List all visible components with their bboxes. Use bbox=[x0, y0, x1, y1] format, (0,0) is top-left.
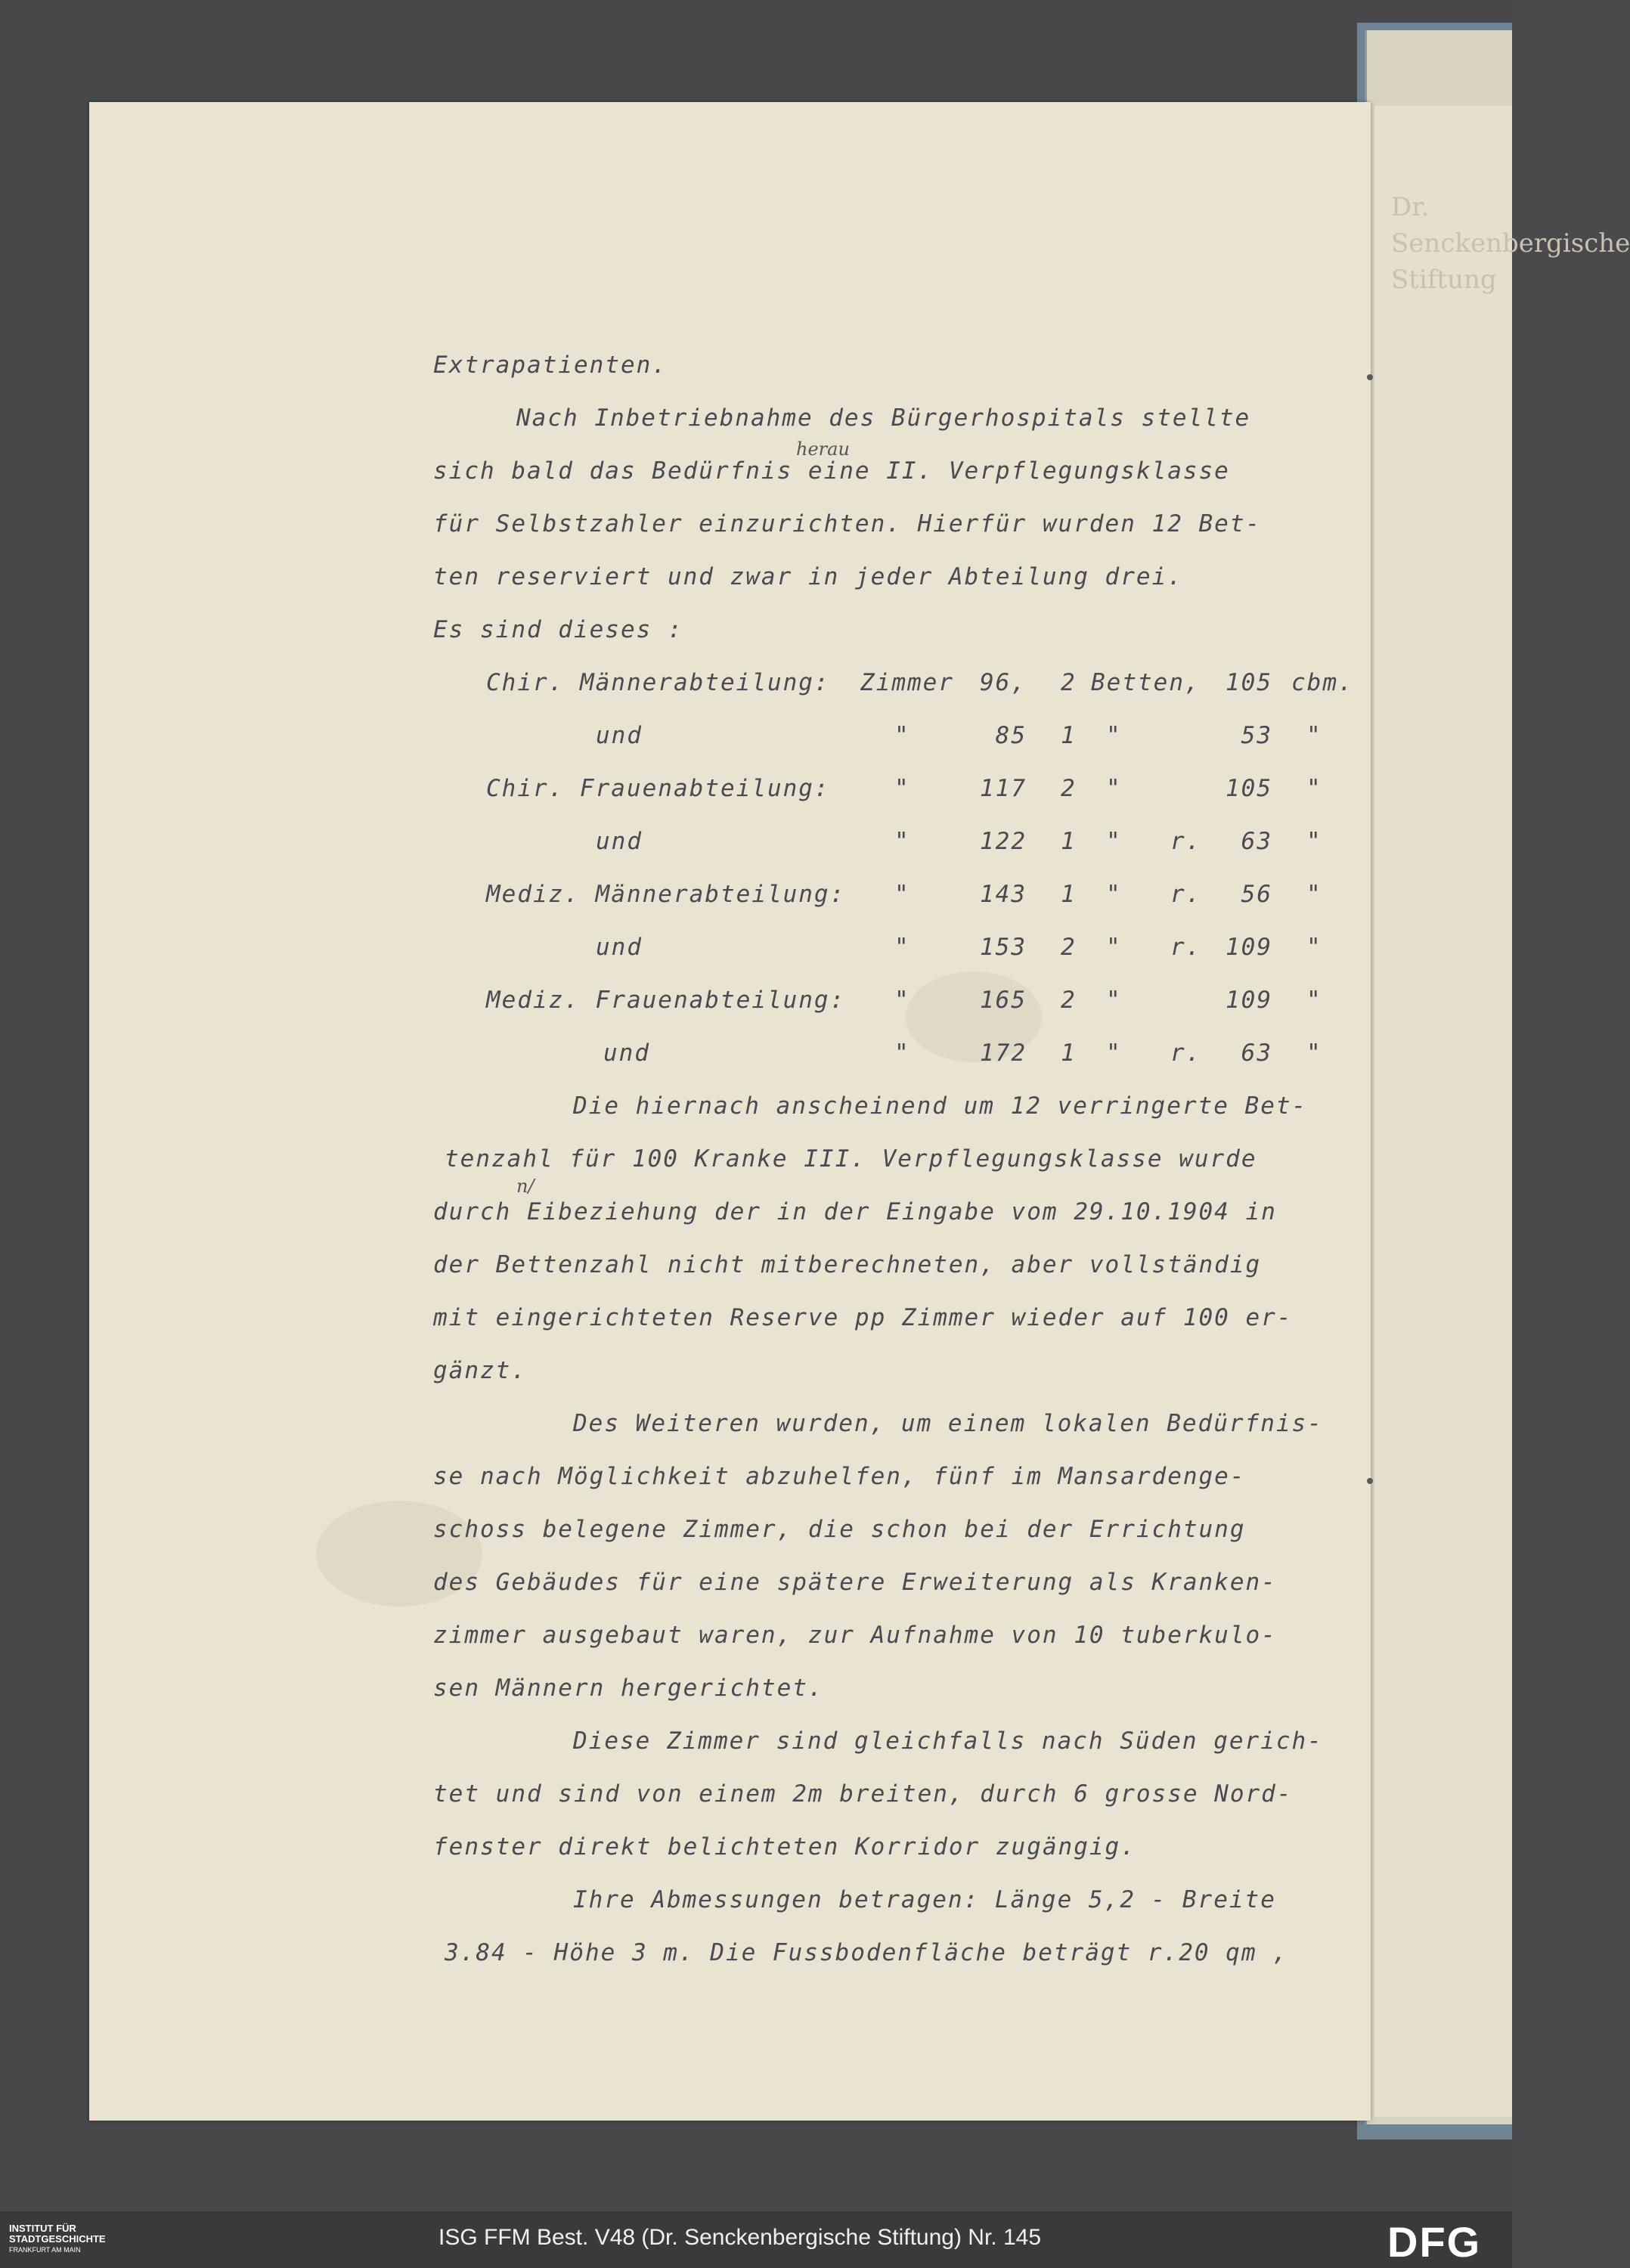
text-line: Es sind dieses : bbox=[433, 616, 683, 643]
text-line: des Gebäudes für eine spätere Erweiterung als Kranken- bbox=[433, 1569, 1277, 1596]
table-cell-room: 96, bbox=[980, 669, 1027, 696]
table-cell-room: 122 bbox=[980, 828, 1027, 855]
table-cell-dept: Mediz. Frauenabteilung: bbox=[486, 987, 846, 1014]
table-cell-vol: 63 bbox=[1241, 828, 1272, 855]
table-cell-approx: r. bbox=[1170, 828, 1202, 855]
table-cell-dept: und bbox=[596, 828, 643, 855]
document-page bbox=[89, 102, 1371, 2121]
table-cell-unit: " bbox=[1306, 934, 1322, 961]
table-cell-betten: " bbox=[1106, 881, 1122, 908]
table-cell-beds: 1 bbox=[1061, 1040, 1077, 1067]
table-cell-betten: " bbox=[1106, 987, 1122, 1014]
table-cell-vol: 53 bbox=[1241, 722, 1272, 749]
table-cell-dept: und bbox=[596, 934, 643, 961]
table-cell-approx: r. bbox=[1170, 934, 1202, 961]
table-cell-vol: 105 bbox=[1226, 775, 1272, 802]
text-line: für Selbstzahler einzurichten. Hierfür wurden 12 Bet- bbox=[433, 510, 1262, 538]
table-cell-betten: " bbox=[1106, 722, 1122, 749]
table-cell-zimmer: " bbox=[894, 1040, 910, 1067]
binding-mark bbox=[1367, 1478, 1373, 1484]
table-cell-zimmer: " bbox=[894, 987, 910, 1014]
table-cell-room: 117 bbox=[980, 775, 1027, 802]
table-cell-dept: und bbox=[596, 722, 643, 749]
handwritten-correction: n/ bbox=[516, 1176, 535, 1197]
text-line: der Bettenzahl nicht mitberechneten, aber vollständig bbox=[433, 1251, 1262, 1278]
text-line: sich bald das Bedürfnis eine II. Verpflegungsklasse bbox=[433, 457, 1230, 485]
text-line: Nach Inbetriebnahme des Bürgerhospitals stellte bbox=[516, 404, 1251, 432]
table-cell-dept: Chir. Frauenabteilung: bbox=[486, 775, 830, 802]
table-cell-betten: " bbox=[1106, 934, 1122, 961]
table-cell-beds: 2 bbox=[1061, 775, 1077, 802]
text-line: Die hiernach anscheinend um 12 verringerte Bet- bbox=[573, 1092, 1308, 1120]
table-cell-unit: " bbox=[1306, 722, 1322, 749]
table-cell-beds: 2 bbox=[1061, 669, 1077, 696]
text-line: ten reserviert und zwar in jeder Abteilung drei. bbox=[433, 563, 1183, 590]
table-cell-approx: r. bbox=[1170, 881, 1202, 908]
text-line: durch Eibeziehung der in der Eingabe vom 29.10.1904 in bbox=[433, 1198, 1277, 1225]
table-cell-dept: Mediz. Männerabteilung: bbox=[486, 881, 846, 908]
table-cell-vol: 109 bbox=[1226, 934, 1272, 961]
table-cell-room: 143 bbox=[980, 881, 1027, 908]
table-cell-zimmer: " bbox=[894, 881, 910, 908]
table-cell-vol: 56 bbox=[1241, 881, 1272, 908]
institution-line: STADTGESCHICHTE bbox=[9, 2233, 106, 2245]
table-cell-unit: " bbox=[1306, 881, 1322, 908]
table-cell-unit: " bbox=[1306, 1040, 1322, 1067]
table-cell-beds: 1 bbox=[1061, 828, 1077, 855]
table-cell-zimmer: Zimmer bbox=[860, 669, 954, 696]
text-line: schoss belegene Zimmer, die schon bei der Errichtung bbox=[433, 1516, 1246, 1543]
text-line: Diese Zimmer sind gleichfalls nach Süden gerich- bbox=[573, 1727, 1323, 1755]
table-cell-beds: 1 bbox=[1061, 881, 1077, 908]
text-line: mit eingerichteten Reserve pp Zimmer wieder auf 100 er- bbox=[433, 1304, 1293, 1331]
table-cell-unit: " bbox=[1306, 987, 1322, 1014]
table-cell-betten: " bbox=[1106, 775, 1122, 802]
table-cell-vol: 105 bbox=[1226, 669, 1272, 696]
table-cell-zimmer: " bbox=[894, 828, 910, 855]
institution-logo bbox=[9, 2223, 106, 2255]
text-line: Extrapatienten. bbox=[433, 352, 668, 379]
text-line: Des Weiteren wurden, um einem lokalen Bedürfnis- bbox=[573, 1410, 1323, 1437]
table-cell-zimmer: " bbox=[894, 934, 910, 961]
text-line: fenster direkt belichteten Korridor zugängig. bbox=[433, 1833, 1136, 1861]
table-cell-dept: und bbox=[603, 1040, 650, 1067]
text-line: Ihre Abmessungen betragen: Länge 5,2 - Breite bbox=[573, 1886, 1276, 1913]
table-cell-betten: " bbox=[1106, 1040, 1122, 1067]
table-cell-beds: 2 bbox=[1061, 987, 1077, 1014]
table-cell-betten: Betten, bbox=[1091, 669, 1201, 696]
text-line: gänzt. bbox=[433, 1357, 527, 1384]
text-line: 3.84 - Höhe 3 m. Die Fussbodenfläche beträgt r.20 qm , bbox=[445, 1939, 1288, 1966]
table-cell-dept: Chir. Männerabteilung: bbox=[486, 669, 830, 696]
text-line: tenzahl für 100 Kranke III. Verpflegungsklasse wurde bbox=[445, 1145, 1257, 1173]
adjacent-page bbox=[1374, 106, 1512, 2117]
footer-bar bbox=[0, 2211, 1512, 2268]
table-cell-betten: " bbox=[1106, 828, 1122, 855]
table-cell-room: 165 bbox=[980, 987, 1027, 1014]
text-line: tet und sind von einem 2m breiten, durch 6 grosse Nord- bbox=[433, 1780, 1293, 1808]
ghost-stamp: Dr. Senckenbergische Stiftung bbox=[1391, 192, 1630, 295]
table-cell-approx: r. bbox=[1170, 1040, 1202, 1067]
institution-line: INSTITUT FÜR bbox=[9, 2223, 76, 2234]
table-cell-zimmer: " bbox=[894, 722, 910, 749]
table-cell-zimmer: " bbox=[894, 775, 910, 802]
table-cell-beds: 1 bbox=[1061, 722, 1077, 749]
archive-caption: ISG FFM Best. V48 (Dr. Senckenbergische Stiftung) Nr. 145 bbox=[438, 2225, 1042, 2250]
text-line: zimmer ausgebaut waren, zur Aufnahme von 10 tuberkulo- bbox=[433, 1622, 1277, 1649]
table-cell-beds: 2 bbox=[1061, 934, 1077, 961]
table-cell-unit: " bbox=[1306, 775, 1322, 802]
dfg-logo: DFG bbox=[1387, 2218, 1482, 2266]
table-cell-vol: 109 bbox=[1226, 987, 1272, 1014]
table-cell-unit: cbm. bbox=[1291, 669, 1354, 696]
text-line: se nach Möglichkeit abzuhelfen, fünf im Mansardenge- bbox=[433, 1463, 1246, 1490]
text-line: sen Männern hergerichtet. bbox=[433, 1675, 824, 1702]
institution-subline: FRANKFURT AM MAIN bbox=[9, 2246, 81, 2254]
table-cell-room: 172 bbox=[980, 1040, 1027, 1067]
table-cell-room: 85 bbox=[995, 722, 1027, 749]
handwritten-insertion: herau bbox=[796, 438, 850, 460]
table-cell-unit: " bbox=[1306, 828, 1322, 855]
table-cell-room: 153 bbox=[980, 934, 1027, 961]
table-cell-vol: 63 bbox=[1241, 1040, 1272, 1067]
binding-mark bbox=[1367, 374, 1373, 380]
